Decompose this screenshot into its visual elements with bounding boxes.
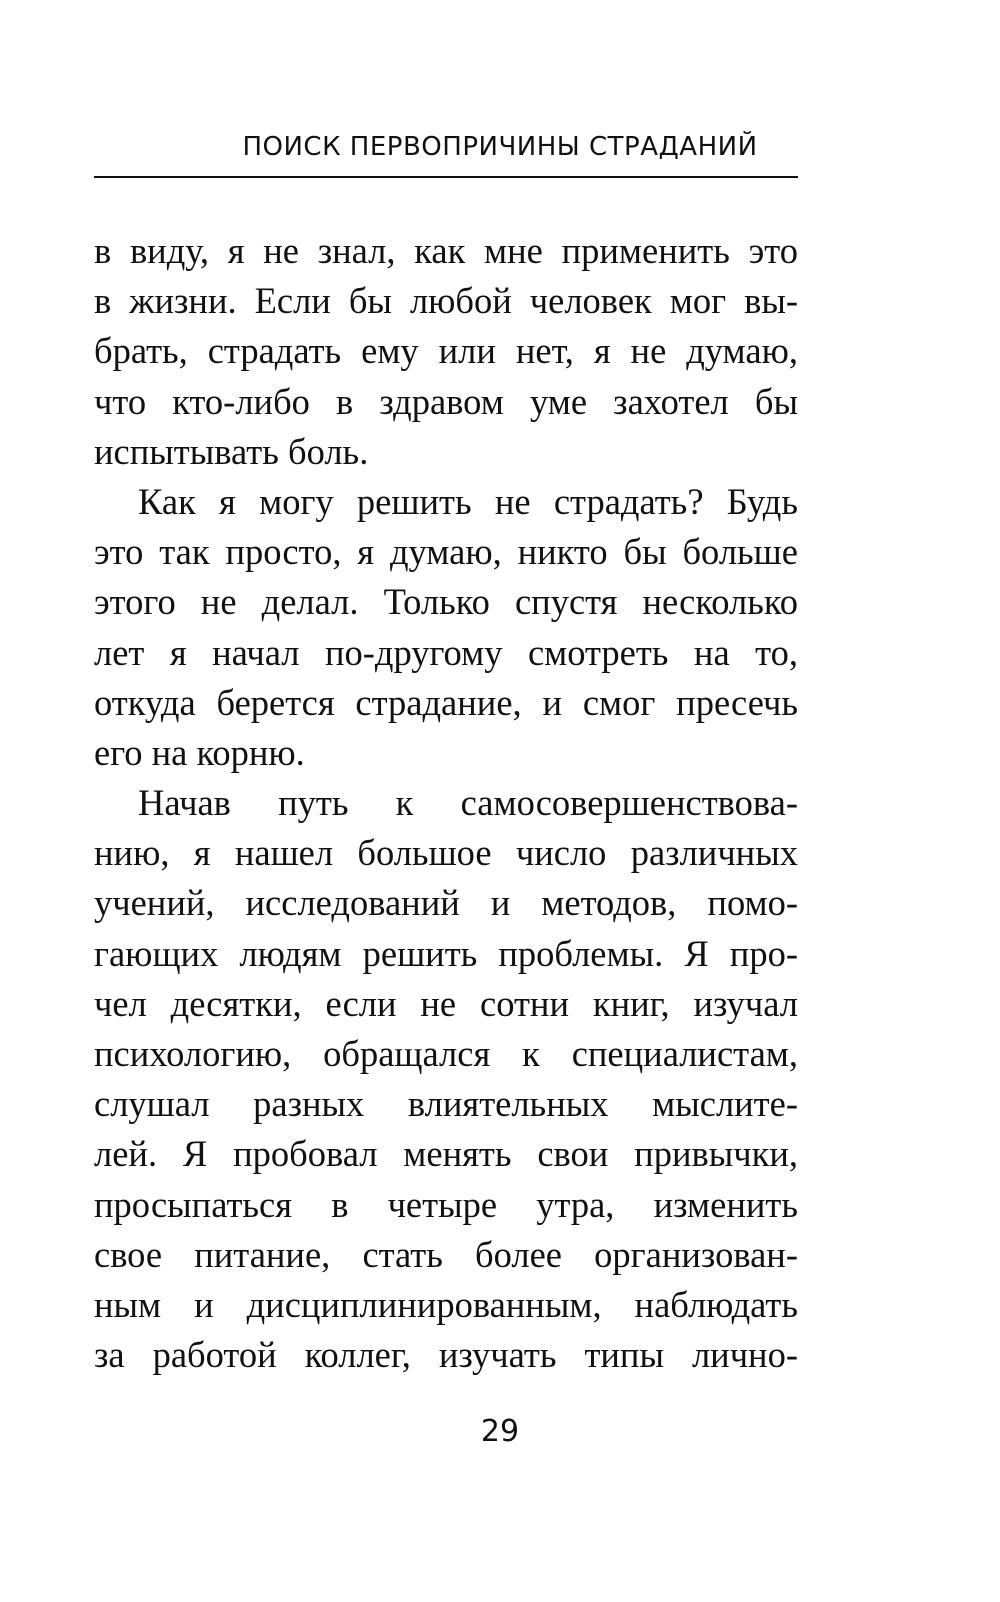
text-line: учений, исследований и методов, помо- bbox=[94, 882, 798, 924]
text-line: за работой коллег, изучать типы лично- bbox=[94, 1334, 798, 1376]
text-line: в жизни. Если бы любой человек мог вы- bbox=[94, 280, 798, 322]
text-line: психологию, обращался к специалистам, bbox=[94, 1033, 798, 1074]
running-header: ПОИСК ПЕРВОПРИЧИНЫ СТРАДАНИЙ bbox=[242, 132, 758, 162]
page-number: 29 bbox=[480, 1414, 520, 1449]
text-line: гающих людям решить проблемы. Я про- bbox=[94, 932, 798, 974]
text-line: лет я начал по-другому смотреть на то, bbox=[94, 631, 798, 673]
text-line: что кто-либо в здравом уме захотел бы bbox=[94, 380, 798, 422]
text-line: брать, страдать ему или нет, я не думаю, bbox=[94, 330, 798, 372]
text-line: откуда берется страдание, и смог пресечь bbox=[94, 681, 798, 723]
header-rule bbox=[94, 176, 798, 178]
text-line: это так просто, я думаю, никто бы больше bbox=[94, 531, 798, 573]
body-text bbox=[94, 226, 798, 1380]
text-line: свое питание, стать более организован- bbox=[94, 1233, 798, 1275]
text-line: просыпаться в четыре утра, изменить bbox=[94, 1183, 798, 1225]
text-line: ным и дисциплинированным, наблюдать bbox=[94, 1283, 798, 1325]
text-line: Начав путь к самосовершенствова- bbox=[138, 782, 798, 824]
text-line: нию, я нашел большое число различных bbox=[94, 832, 798, 874]
text-line: его на корню. bbox=[94, 731, 305, 773]
text-line: слушал разных влиятельных мыслите- bbox=[94, 1083, 798, 1125]
text-line: чел десятки, если не сотни книг, изучал bbox=[94, 982, 798, 1024]
text-line: Как я могу решить не страдать? Будь bbox=[138, 480, 798, 522]
text-line: этого не делал. Только спустя несколько bbox=[94, 581, 798, 623]
text-line: лей. Я пробовал менять свои привычки, bbox=[94, 1133, 798, 1175]
text-line: испытывать боль. bbox=[94, 430, 369, 472]
text-line: в виду, я не знал, как мне применить это bbox=[94, 230, 798, 271]
